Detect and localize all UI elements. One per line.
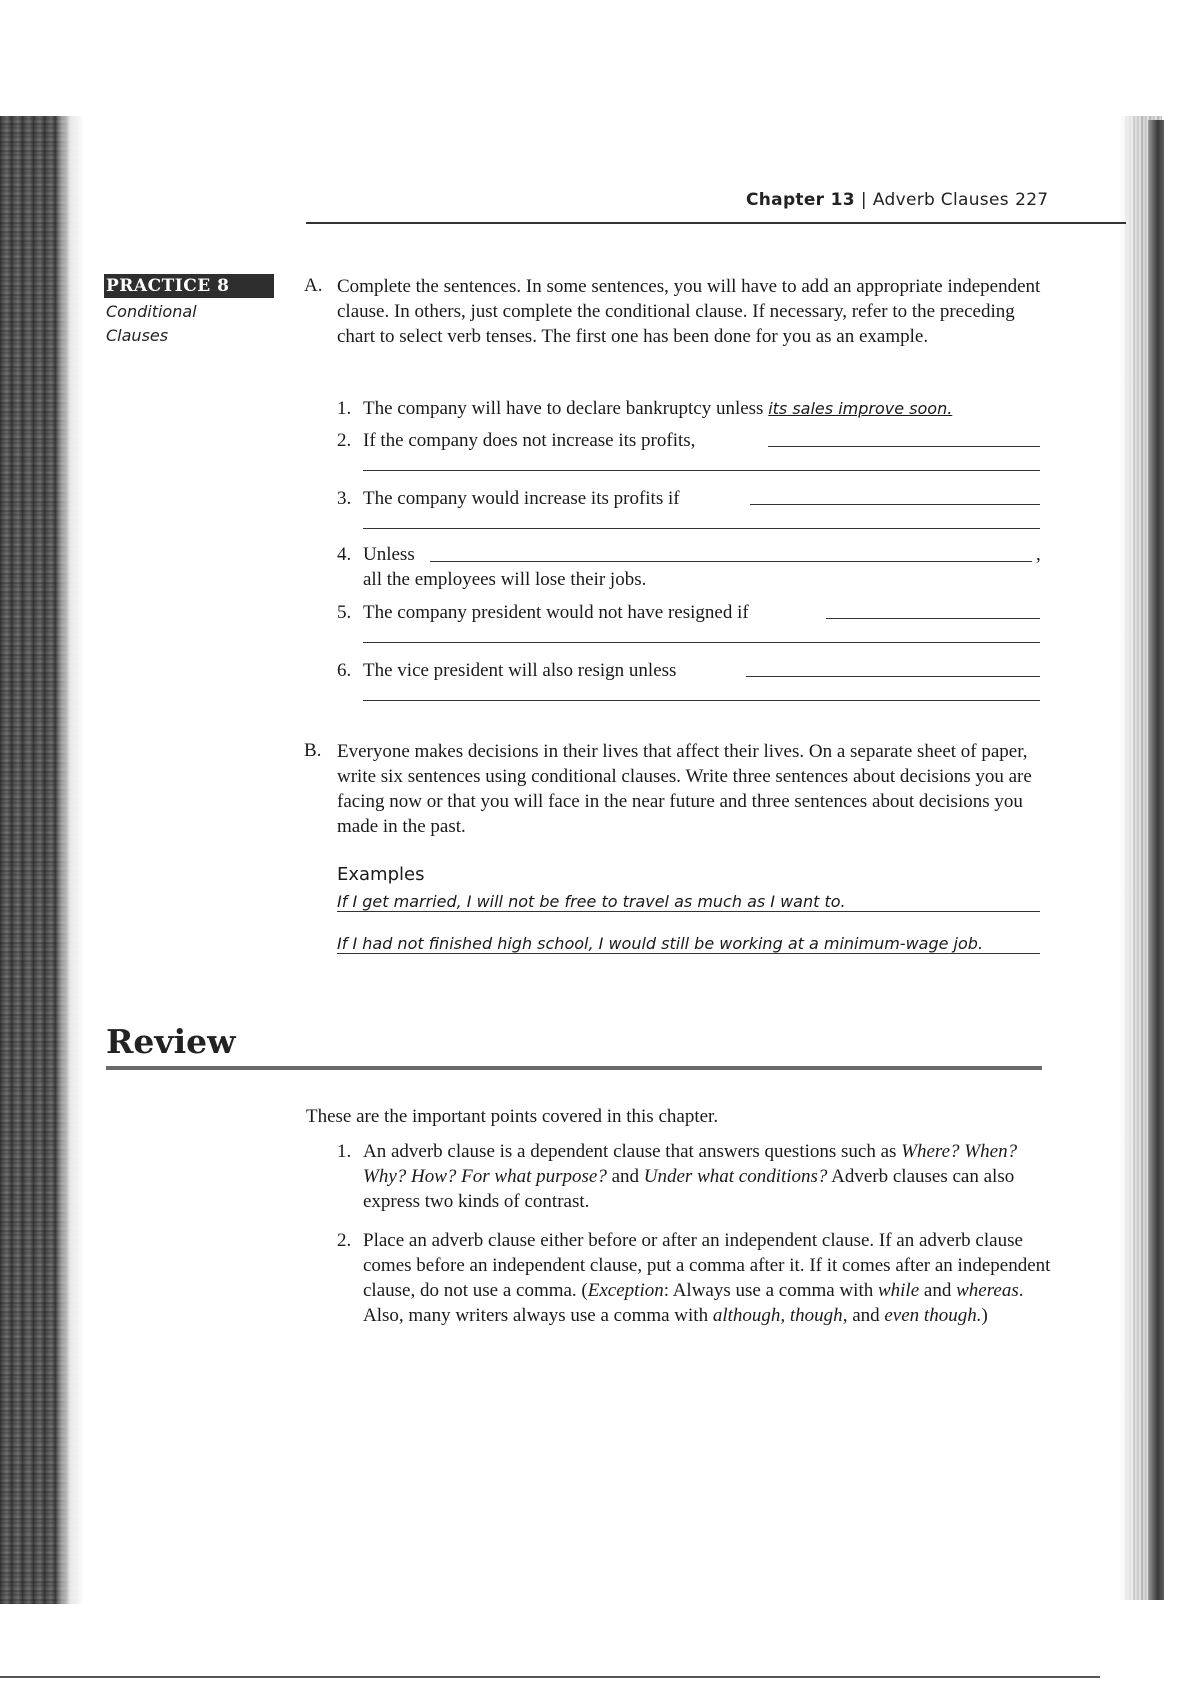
item-text: Unless	[363, 544, 415, 565]
scan-right-binding	[1148, 120, 1164, 1600]
practice-subtitle-line2: Clauses	[106, 326, 169, 345]
review-rule	[106, 1066, 1042, 1070]
part-b-label: B.	[304, 740, 322, 761]
header-rule	[306, 222, 1126, 224]
item-number: 3.	[337, 488, 352, 509]
item-text: The company president would not have resigned if	[363, 602, 749, 623]
answer-blank[interactable]	[750, 504, 1040, 505]
exercise-item-4	[337, 542, 415, 567]
exercise-item-2	[337, 428, 695, 453]
answer-blank[interactable]	[768, 446, 1040, 447]
answer-blank[interactable]	[746, 676, 1040, 677]
running-header	[746, 190, 1048, 210]
review-point-italic: Exception	[587, 1280, 664, 1301]
item-text: The vice president will also resign unless	[363, 660, 677, 681]
answer-blank[interactable]	[363, 528, 1040, 529]
review-point-number: 1.	[337, 1141, 352, 1162]
item-number: 6.	[337, 660, 352, 681]
exercise-item-6	[337, 658, 676, 683]
part-b-instructions: Everyone makes decisions in their lives that affect their lives. On a separate sheet of paper, write six sentences using conditional clauses. Write three sentences about decisions you are facing now or that you will face in the near future and three sentences about decisions you made in the past.	[337, 741, 1032, 837]
review-point-text: , and	[842, 1305, 885, 1326]
header-separator: |	[860, 190, 867, 210]
example-underline	[337, 953, 1040, 954]
practice-subtitle	[106, 300, 197, 348]
page-number: 227	[1015, 190, 1049, 210]
review-point-italic: Under what conditions?	[643, 1166, 828, 1187]
answer-blank[interactable]	[363, 642, 1040, 643]
exercise-item-5	[337, 600, 749, 625]
answer-blank[interactable]	[363, 700, 1040, 701]
review-point-number: 2.	[337, 1230, 352, 1251]
review-point-1	[363, 1139, 1053, 1214]
exercise-item-1	[337, 396, 952, 421]
item-text: If the company does not increase its profits,	[363, 430, 696, 451]
review-point-italic: even though.	[884, 1305, 982, 1326]
item-number: 2.	[337, 430, 352, 451]
review-point-text: An adverb clause is a dependent clause that answers questions such as	[363, 1141, 897, 1162]
answer-blank[interactable]	[363, 470, 1040, 471]
exercise-item-3	[337, 486, 680, 511]
review-point-text: )	[981, 1305, 988, 1326]
item-number: 4.	[337, 544, 352, 565]
example-sentence-1: If I get married, I will not be free to travel as much as I want to.	[337, 892, 846, 911]
scan-bottom-rule	[0, 1676, 1100, 1678]
scan-left-edge	[0, 116, 84, 1604]
chapter-title: Adverb Clauses	[872, 190, 1009, 210]
answer-blank[interactable]	[430, 561, 1032, 562]
item-4-trailing-comma: ,	[1036, 544, 1041, 565]
review-point-2	[363, 1228, 1053, 1328]
review-point-text: : Always use a comma with	[663, 1280, 878, 1301]
review-point-text: Place an adverb clause either before or after an independent clause. If an adverb clause comes before an independent clause, put a comma after it. If it comes after an independent clause, do not use a comma. (	[363, 1230, 1051, 1301]
examples-heading: Examples	[337, 864, 425, 885]
practice-badge: PRACTICE 8	[104, 274, 274, 298]
chapter-label: Chapter 13	[746, 190, 855, 210]
review-point-text: . Also, many writers always use a comma with	[363, 1280, 1024, 1326]
item-4-continuation: all the employees will lose their jobs.	[363, 569, 647, 590]
part-a-instructions: Complete the sentences. In some sentences, you will have to add an appropriate independent clause. In others, just complete the conditional clause. If necessary, refer to the preceding chart to select verb tenses. The first one has been done for you as an example.	[337, 276, 1041, 347]
item-number: 1.	[337, 398, 352, 419]
item-number: 5.	[337, 602, 352, 623]
item-answer: its sales improve soon.	[768, 399, 953, 418]
review-point-text: and	[606, 1166, 644, 1187]
review-point-italic: although, though	[712, 1305, 843, 1326]
review-point-italic: Where? When? Why? How? For what purpose?	[363, 1141, 1018, 1187]
item-text: The company would increase its profits if	[363, 488, 680, 509]
item-text: The company will have to declare bankruptcy unless	[363, 398, 764, 419]
review-intro: These are the important points covered in this chapter.	[306, 1106, 719, 1127]
example-sentence-2: If I had not finished high school, I would still be working at a minimum-wage job.	[337, 934, 984, 953]
review-point-text: Adverb clauses can also express two kinds of contrast.	[363, 1166, 1015, 1212]
review-point-italic: while	[877, 1280, 920, 1301]
review-heading: Review	[106, 1022, 236, 1061]
part-a-label: A.	[304, 275, 323, 296]
review-point-italic: whereas	[956, 1280, 1019, 1301]
example-underline	[337, 911, 1040, 912]
review-point-text: and	[919, 1280, 957, 1301]
practice-subtitle-line1: Conditional	[106, 302, 197, 321]
answer-blank[interactable]	[826, 618, 1040, 619]
